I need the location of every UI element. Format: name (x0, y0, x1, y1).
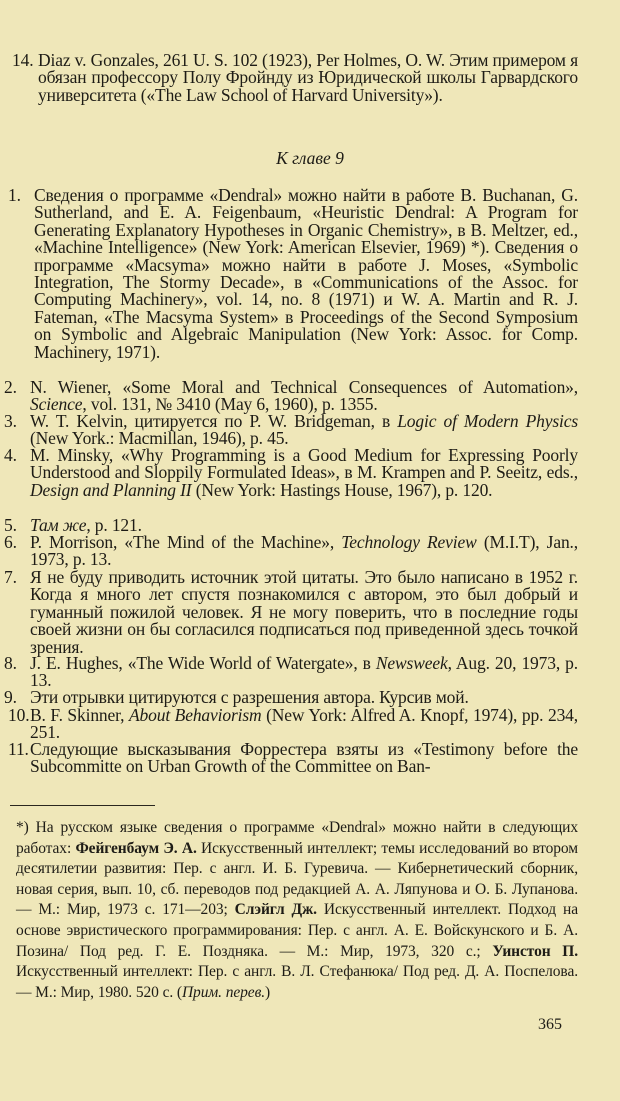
endnote-journal-title: Newsweek (375, 653, 448, 673)
footnote-author: Слэйгл Дж. (234, 901, 317, 919)
endnote-text-post: , Aug. 20, 1973, p. 13. (30, 653, 578, 691)
endnote-ibid: Там же (30, 515, 87, 535)
endnote-number: 11. (8, 739, 29, 759)
endnote-journal-title: Science (30, 394, 83, 415)
endnote-journal-title: Technology Review (341, 532, 477, 552)
endnote-text-pre: W. T. Kelvin, цитируется по P. W. Bridgeman, в (30, 411, 398, 431)
endnote-number: 14. (12, 50, 34, 70)
endnote-number: 3. (4, 411, 17, 431)
footnote-author: Уинстон П. (492, 942, 578, 960)
endnote-7 (4, 567, 578, 657)
endnote-text-post: , p. 121. (86, 515, 142, 535)
endnote-text-pre: M. Minsky, «Why Programming is a Good Medium for Expressing Poorly Understood and Sloppily Formulated Ideas», в M. Krampen and P. Seeitz, eds., (30, 445, 578, 483)
endnote-10 (8, 705, 579, 743)
endnote-number: 10. (8, 705, 30, 725)
endnote-4 (4, 445, 578, 500)
footnote-translator-note: Прим. перев. (181, 983, 265, 1001)
endnote-number: 6. (4, 532, 17, 552)
chapter-heading: К главе 9 (276, 148, 344, 168)
endnote-text: Эти отрывки цитируются с разрешения автора. Курсив мой. (30, 687, 469, 707)
footnote-text: Искусственный интеллект: Пер. с англ. В. Л. Стефанюка/ Под ред. Д. А. Поспелова. — М.: Мир, 1980. 520 с. ( (16, 963, 578, 1001)
footnote-text: ) (264, 983, 271, 1001)
endnote-text-post: , vol. 131, № 3410 (May 6, 1960), p. 1355. (82, 394, 378, 415)
endnote-number: 8. (4, 653, 17, 673)
endnote-11 (8, 739, 578, 777)
endnote-number: 2. (4, 377, 17, 397)
endnote-book-title: Logic of Modern Physics (397, 411, 578, 431)
footnote-author: Фейгенбаум Э. А. (75, 839, 197, 857)
endnote-number: 5. (4, 515, 17, 535)
endnote-8 (4, 653, 578, 691)
footnote-text: *) На русском языке сведения о программе «Dendral» можно найти в следующих работах: (16, 819, 578, 857)
endnote-number: 7. (4, 567, 17, 587)
endnote-text-pre: N. Wiener, «Some Moral and Technical Consequences of Automation», (30, 377, 578, 397)
page-number: 365 (538, 1016, 562, 1033)
endnote-text: Diaz v. Gonzales, 261 U. S. 102 (1923), Per Holmes, O. W. Этим примером я обязан профессору Полу Фройнду из Юридической школы Гарвардского университета («The Law School of Harvard University»). (38, 50, 578, 105)
endnote-text: Следующие высказывания Форрестера взяты из «Testimony before the Subcommitte on Urban Growth of the Committee on Ban- (30, 739, 578, 777)
footnote-text: Искусственный интеллект. Подход на основе эвристического программирования: Пер. с англ. А. Е. Войскунского и Б. А. Позина/ Под ред. Г. Е. Поздняка. — М.: Мир, 1973, 320 с.; (16, 901, 579, 960)
endnote-text-pre: B. F. Skinner, (30, 705, 129, 725)
endnote-book-title: Design and Planning II (30, 479, 192, 500)
endnote-number: 9. (4, 687, 17, 707)
footnote-text: Искусственный интеллект; темы исследований во втором десятилетии развития: Пер. с англ. И. Б. Гуревича. — Кибернетический сборник, новая серия, вып. 10, сб. переводов под редакцией А. А. Ляпунова и О. Б. Лупанова. — М.: Мир, 1973 с. 171—203; (16, 839, 578, 919)
translator-footnote (16, 818, 578, 1003)
endnote-2 (4, 377, 578, 415)
endnote-1 (8, 185, 578, 362)
footnote-separator (10, 805, 155, 806)
endnote-9 (4, 687, 578, 707)
endnote-book-title: About Behaviorism (128, 705, 262, 725)
endnote-text-post: (New York: Hastings House, 1967), p. 120. (191, 479, 493, 500)
endnote-3 (4, 411, 578, 449)
endnote-text-pre: P. Morrison, «The Mind of the Machine», (30, 532, 342, 552)
endnote-text: Сведения о программе «Dendral» можно найти в работе В. Buchanan, G. Sutherland, and E. A. Feigenbaum, «Heuristic Dendral: A Program for Generating Explanatory Hypotheses in Organic Chemistry», в B. Meltzer, ed., «Machine Intelligence» (New York: American Elsevier, 1969) *). Сведения о программе «Macsyma» можно найти в работе J. Moses, «Symbolic Integration, The Stormy Decade», в «Communications of the Assoc. for Computing Machinery», vol. 14, no. 8 (1971) и W. A. Martin and R. J. Fateman, «The Macsyma System» в Proceedings of the Second Symposium on Symbolic and Algebraic Manipulation (New York: Assoc. for Comp. Machinery, 1971). (34, 185, 578, 362)
endnote-number: 1. (8, 185, 21, 205)
endnote-number: 4. (4, 445, 17, 465)
endnote-text-pre: J. E. Hughes, «The Wide World of Watergate», в (30, 653, 376, 673)
endnote-14 (12, 50, 578, 105)
endnote-text-post: (M.I.T), Jan., 1973, p. 13. (30, 532, 578, 570)
endnote-text: Я не буду приводить источник этой цитаты. Это было написано в 1952 г. Когда я много лет спустя познакомился с автором, это был добрый и гуманный пожилой человек. Я не могу поверить, что в последние годы своей жизни он бы согласился подписаться под приведенной здесь точкой зрения. (30, 567, 578, 657)
endnote-text-post: (New York: Alfred A. Knopf, 1974), pp. 234, 251. (30, 705, 579, 743)
endnote-text-post: (New York.: Macmillan, 1946), p. 45. (30, 428, 289, 449)
endnote-6 (4, 532, 578, 570)
